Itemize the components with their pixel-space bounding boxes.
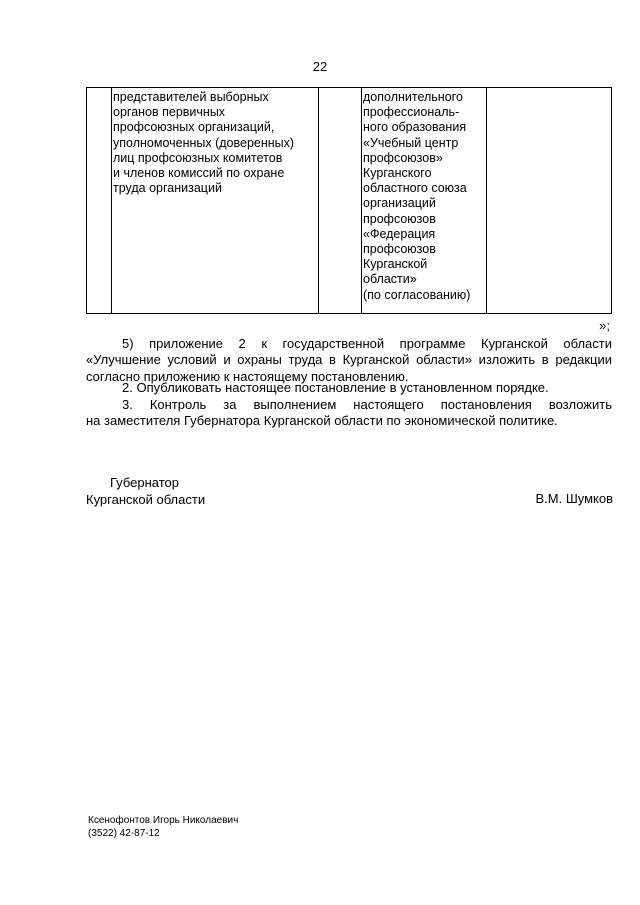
closing-quote-mark: »;: [599, 318, 610, 333]
table-row: [87, 88, 612, 314]
cell-text-line: профессиональ-: [363, 105, 460, 120]
signatory-name: В.М. Шумков: [535, 491, 613, 506]
cell-text-line: профсоюзов»: [363, 150, 443, 165]
cell-text-line: лиц профсоюзных комитетов: [113, 150, 283, 165]
table-cell-activity: [112, 88, 319, 314]
cell-text-line: дополнительного: [363, 90, 463, 104]
cell-text-line: «Федерация: [363, 226, 436, 241]
cell-text-line: профсоюзов: [363, 211, 436, 226]
program-table: [86, 87, 612, 314]
paragraph-point-3: [86, 397, 612, 430]
cell-text-line: ного образования: [363, 120, 467, 135]
page-number: 22: [312, 59, 328, 74]
executor-contact: [88, 814, 238, 840]
cell-text-line: (по согласованию): [363, 287, 471, 302]
table-cell-term: [319, 88, 362, 314]
paragraph-line: 5) приложение 2 к государственной программе Курганской области: [122, 336, 612, 351]
executor-name: Ксенофонтов Игорь Николаевич: [88, 815, 239, 826]
table-cell-executor: [362, 88, 487, 314]
cell-text-line: представителей выборных: [113, 90, 269, 104]
paragraph-line: «Улучшение условий и охраны труда в Курганской области» изложить в редакции: [86, 352, 612, 368]
paragraph-line: 3. Контроль за выполнением настоящего постановления возложить: [122, 397, 612, 412]
cell-text-line: «Учебный центр: [363, 135, 459, 150]
signatory-title: [86, 474, 205, 508]
cell-text-line: и членов комиссий по охране: [113, 166, 285, 181]
table-cell-funding: [487, 88, 612, 314]
cell-text-line: труда организаций: [113, 181, 222, 196]
paragraph-line: согласно приложению к настоящему постановлению.: [86, 368, 409, 384]
table-cell-number: [87, 88, 112, 314]
cell-text-line: области»: [363, 272, 417, 287]
cell-text-line: профсоюзных организаций,: [113, 120, 275, 135]
cell-text-line: Курганского: [363, 166, 432, 181]
paragraph-line: на заместителя Губернатора Курганской области по экономической политике.: [86, 413, 558, 429]
paragraph-line: 2. Опубликовать настоящее постановление в установленном порядке.: [122, 380, 549, 395]
cell-text-line: уполномоченных (доверенных): [113, 135, 295, 150]
cell-text-line: областного союза: [363, 181, 467, 196]
cell-text-line: профсоюзов: [363, 242, 436, 257]
cell-text-line: Курганской: [363, 257, 428, 272]
signatory-title-line: Курганской области: [86, 492, 206, 507]
paragraph-item-5: [86, 336, 612, 385]
cell-text-line: организаций: [363, 196, 436, 211]
paragraph-point-2: [86, 380, 612, 396]
executor-phone: (3522) 42-87-12: [88, 828, 160, 839]
signatory-title-line: Губернатор: [110, 475, 179, 490]
cell-text-line: органов первичных: [113, 105, 226, 120]
